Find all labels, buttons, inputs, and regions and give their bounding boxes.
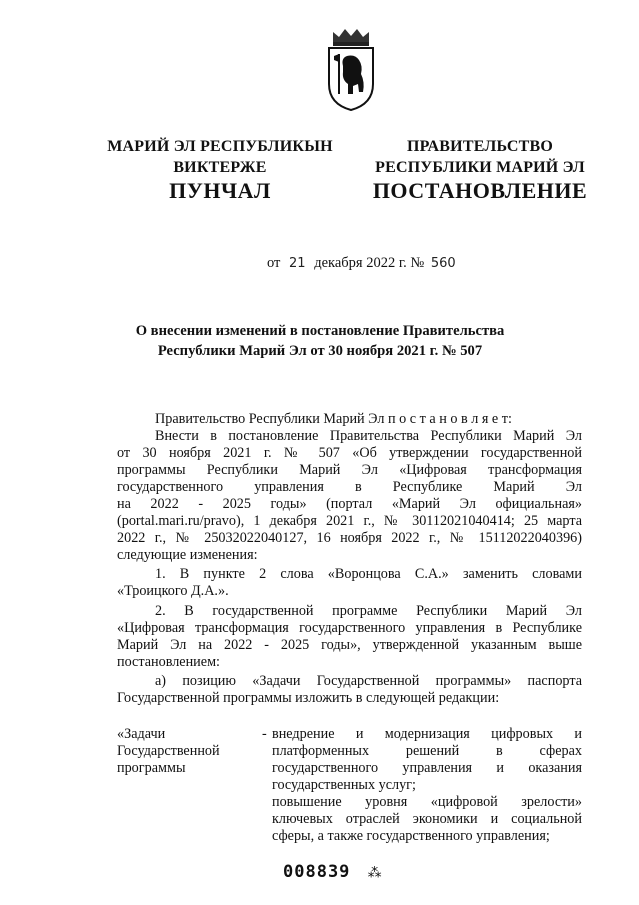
- passport-text-5: повышение уровня «цифровой зрелости»: [272, 794, 582, 810]
- p1-line-1: Внести в постановление Правительства Республики Марий Эл: [155, 428, 582, 444]
- passport-dash: -: [262, 726, 267, 742]
- p1-line-7: 2022 г., № 25032022040127, 16 ноября 2022 г., № 15112022040396): [117, 530, 582, 546]
- p1-line-8: следующие изменения:: [117, 547, 258, 563]
- doc-number: 560: [430, 256, 456, 271]
- p1-line-6: (portal.mari.ru/pravo), 1 декабря 2021 г., № 30112021040414; 25 марта: [117, 513, 582, 529]
- header-right-line-1: ПРАВИТЕЛЬСТВО: [406, 138, 554, 155]
- p1-line-2: от 30 ноября 2021 г. № 507 «Об утверждении государственной: [117, 445, 582, 461]
- item1-line-2: «Троицкого Д.А.».: [117, 583, 229, 599]
- passport-text-6: ключевых отраслей экономики и социальной: [272, 811, 582, 827]
- header-left-line-2: ВИКТЕРЖЕ: [173, 159, 267, 176]
- date-line: [267, 255, 456, 272]
- item2-line-3: Марий Эл на 2022 - 2025 годы», утвержденной указанным выше: [117, 637, 582, 653]
- passport-label-3: программы: [117, 760, 186, 776]
- passport-text-1: внедрение и модернизация цифровых и: [272, 726, 582, 742]
- passport-text-4: государственных услуг;: [272, 777, 416, 793]
- item2-line-1: 2. В государственной программе Республики Марий Эл: [155, 603, 582, 619]
- passport-text-7: сферы, а также государственного управления;: [272, 828, 550, 844]
- item2-line-4: постановлением:: [117, 654, 220, 670]
- document-title-line-1: О внесении изменений в постановление Правительства: [135, 323, 505, 339]
- header-right: [360, 136, 600, 178]
- p1-line-5: на 2022 - 2025 годы» (портал «Марий Эл официальная»: [117, 496, 582, 512]
- item2a-line-2: Государственной программы изложить в следующей редакции:: [117, 690, 500, 706]
- p1-line-3: программы Республики Марий Эл «Цифровая трансформация: [117, 462, 582, 478]
- header-right-line-2: РЕСПУБЛИКИ МАРИЙ ЭЛ: [375, 159, 585, 176]
- header-right-doc: ПОСТАНОВЛЕНИЕ: [372, 178, 588, 203]
- serial-number: [283, 862, 383, 882]
- serial-digits: 008839: [283, 862, 351, 882]
- header-left-doc: ПУНЧАЛ: [169, 178, 271, 203]
- serial-mark-icon: ⁂: [367, 865, 383, 881]
- item1-line-1: 1. В пункте 2 слова «Воронцова С.А.» заменить словами: [155, 566, 582, 582]
- passport-text-3: государственного управления и оказания: [272, 760, 582, 776]
- date-day: 21: [289, 256, 306, 271]
- item2-line-2: «Цифровая трансформация государственного управления в Республике: [117, 620, 582, 636]
- header-left: [105, 136, 335, 178]
- document-title-line-2: Республики Марий Эл от 30 ноября 2021 г. № 507: [157, 343, 483, 359]
- p1-line-4: государственного управления в Республике Марий Эл: [117, 479, 582, 495]
- date-prefix: от: [267, 255, 281, 271]
- passport-label-1: «Задачи: [117, 726, 166, 742]
- date-middle: декабря 2022 г. №: [314, 255, 425, 271]
- passport-text-2: платформенных решений в сферах: [272, 743, 582, 759]
- header-left-line-1: МАРИЙ ЭЛ РЕСПУБЛИКЫН: [107, 138, 333, 155]
- item2a-line-1: а) позицию «Задачи Государственной программы» паспорта: [155, 673, 582, 689]
- coat-of-arms-icon: [325, 26, 377, 112]
- intro-line: Правительство Республики Марий Эл п о с т а н о в л я е т:: [155, 411, 512, 427]
- passport-label-2: Государственной: [117, 743, 220, 759]
